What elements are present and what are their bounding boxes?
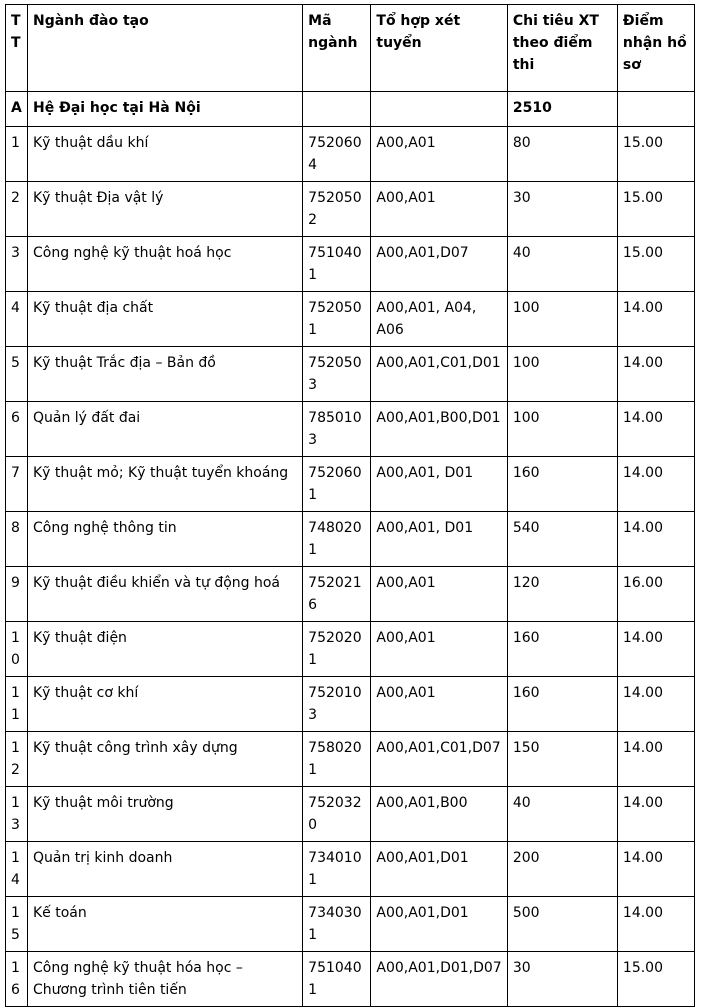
table-row [6,897,695,952]
cell-program: Kỹ thuật công trình xây dựng [28,732,303,787]
cell-program: Kỹ thuật môi trường [28,787,303,842]
cell-tt: 9 [6,567,28,622]
cell-score: 14.00 [617,622,694,677]
table-row [6,567,695,622]
cell-score: 15.00 [617,127,694,182]
cell-code: 7520601 [303,457,371,512]
header-code: Mã ngành [303,5,371,92]
table-row [6,347,695,402]
section-tt: A [6,92,28,127]
cell-code: 7520501 [303,292,371,347]
cell-quota: 100 [507,347,617,402]
cell-code: 7520216 [303,567,371,622]
cell-combination: A00,A01 [371,622,507,677]
header-combination: Tổ hợp xét tuyển [371,5,507,92]
cell-program: Kỹ thuật Địa vật lý [28,182,303,237]
cell-combination: A00,A01,C01,D07 [371,732,507,787]
cell-program: Kỹ thuật cơ khí [28,677,303,732]
table-row [6,952,695,1007]
cell-program: Kỹ thuật địa chất [28,292,303,347]
cell-score: 14.00 [617,402,694,457]
cell-tt: 16 [6,952,28,1007]
section-score [617,92,694,127]
cell-combination: A00,A01,C01,D01 [371,347,507,402]
cell-tt: 1 [6,127,28,182]
cell-quota: 150 [507,732,617,787]
cell-combination: A00,A01 [371,567,507,622]
cell-quota: 160 [507,457,617,512]
table-row [6,677,695,732]
cell-code: 7520201 [303,622,371,677]
cell-tt: 15 [6,897,28,952]
table-row [6,842,695,897]
cell-score: 14.00 [617,732,694,787]
table-row [6,237,695,292]
cell-tt: 12 [6,732,28,787]
section-combination [371,92,507,127]
cell-code: 7520503 [303,347,371,402]
cell-combination: A00,A01,D07 [371,237,507,292]
cell-code: 7510401 [303,237,371,292]
cell-quota: 540 [507,512,617,567]
cell-combination: A00,A01,D01,D07 [371,952,507,1007]
section-quota: 2510 [507,92,617,127]
cell-quota: 120 [507,567,617,622]
cell-program: Kế toán [28,897,303,952]
table-row [6,402,695,457]
cell-code: 7520502 [303,182,371,237]
cell-code: 7580201 [303,732,371,787]
cell-program: Kỹ thuật mỏ; Kỹ thuật tuyển khoáng [28,457,303,512]
table-row [6,787,695,842]
cell-score: 14.00 [617,512,694,567]
header-quota: Chi tiêu XT theo điểm thi [507,5,617,92]
cell-quota: 30 [507,182,617,237]
cell-combination: A00,A01,B00 [371,787,507,842]
cell-quota: 80 [507,127,617,182]
cell-program: Kỹ thuật Trắc địa – Bản đồ [28,347,303,402]
cell-score: 14.00 [617,292,694,347]
cell-combination: A00,A01, D01 [371,512,507,567]
cell-score: 16.00 [617,567,694,622]
cell-combination: A00,A01,B00,D01 [371,402,507,457]
cell-score: 14.00 [617,677,694,732]
cell-program: Quản lý đất đai [28,402,303,457]
cell-tt: 10 [6,622,28,677]
table-row [6,512,695,567]
cell-program: Công nghệ kỹ thuật hóa học – Chương trình tiên tiến [28,952,303,1007]
cell-tt: 5 [6,347,28,402]
cell-code: 7520320 [303,787,371,842]
cell-code: 7340101 [303,842,371,897]
cell-code: 7340301 [303,897,371,952]
header-tt: TT [6,5,28,92]
cell-tt: 7 [6,457,28,512]
admissions-table [5,4,695,1007]
cell-combination: A00,A01 [371,182,507,237]
cell-program: Công nghệ thông tin [28,512,303,567]
cell-score: 14.00 [617,842,694,897]
cell-tt: 4 [6,292,28,347]
table-row [6,622,695,677]
cell-tt: 13 [6,787,28,842]
cell-tt: 3 [6,237,28,292]
cell-quota: 200 [507,842,617,897]
cell-quota: 40 [507,787,617,842]
cell-score: 15.00 [617,182,694,237]
cell-score: 14.00 [617,897,694,952]
cell-program: Công nghệ kỹ thuật hoá học [28,237,303,292]
cell-tt: 14 [6,842,28,897]
cell-code: 7510401 [303,952,371,1007]
cell-tt: 8 [6,512,28,567]
cell-score: 15.00 [617,952,694,1007]
cell-score: 14.00 [617,457,694,512]
cell-combination: A00,A01,D01 [371,842,507,897]
cell-quota: 160 [507,677,617,732]
cell-program: Kỹ thuật dầu khí [28,127,303,182]
header-program: Ngành đào tạo [28,5,303,92]
cell-program: Kỹ thuật điều khiển và tự động hoá [28,567,303,622]
table-row [6,292,695,347]
cell-quota: 100 [507,292,617,347]
cell-code: 7480201 [303,512,371,567]
cell-quota: 100 [507,402,617,457]
cell-tt: 11 [6,677,28,732]
cell-program: Kỹ thuật điện [28,622,303,677]
cell-score: 14.00 [617,347,694,402]
cell-combination: A00,A01, A04, A06 [371,292,507,347]
cell-quota: 30 [507,952,617,1007]
cell-combination: A00,A01, D01 [371,457,507,512]
cell-score: 14.00 [617,787,694,842]
table-row [6,732,695,787]
cell-quota: 500 [507,897,617,952]
cell-combination: A00,A01,D01 [371,897,507,952]
cell-code: 7520604 [303,127,371,182]
table-row [6,182,695,237]
section-row [6,92,695,127]
section-code [303,92,371,127]
header-row [6,5,695,92]
cell-score: 15.00 [617,237,694,292]
cell-code: 7520103 [303,677,371,732]
table-row [6,457,695,512]
header-score: Điểm nhận hồ sơ [617,5,694,92]
cell-combination: A00,A01 [371,677,507,732]
cell-quota: 160 [507,622,617,677]
cell-combination: A00,A01 [371,127,507,182]
cell-program: Quản trị kinh doanh [28,842,303,897]
cell-tt: 6 [6,402,28,457]
section-name: Hệ Đại học tại Hà Nội [28,92,303,127]
cell-tt: 2 [6,182,28,237]
cell-quota: 40 [507,237,617,292]
table-row [6,127,695,182]
cell-code: 7850103 [303,402,371,457]
